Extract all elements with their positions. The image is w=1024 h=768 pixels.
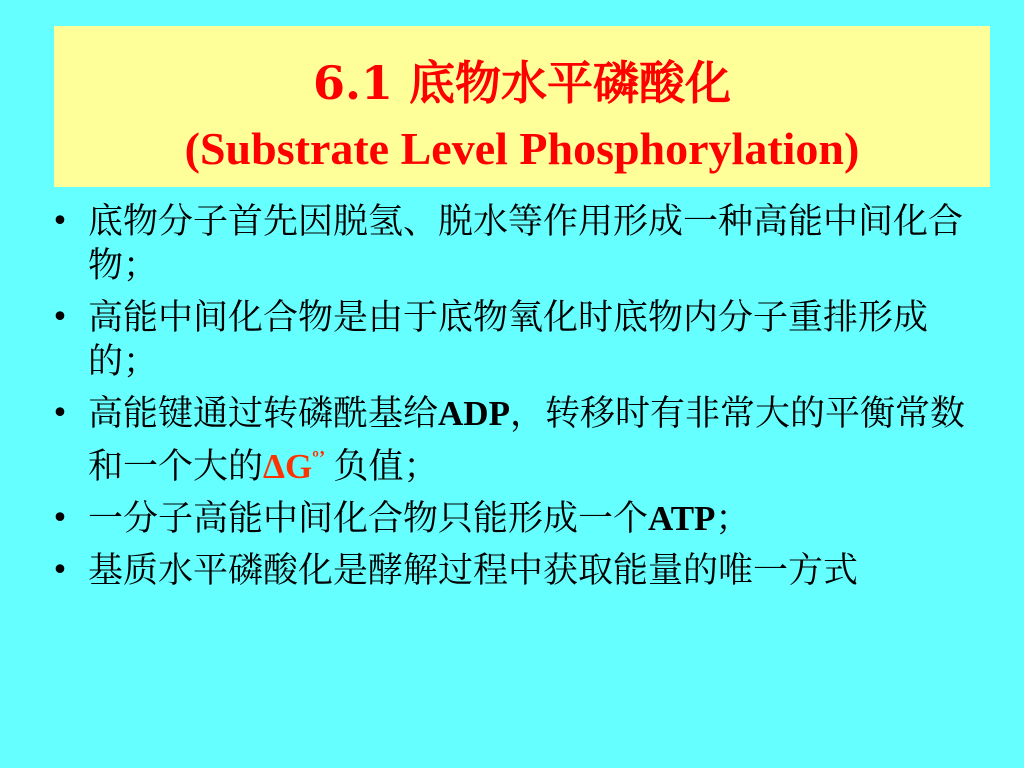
- bullet-text: [88, 392, 976, 489]
- bullet-item-3: [46, 392, 976, 489]
- bullet-item-4: [46, 497, 976, 541]
- bullet-text: 基质水平磷酸化是酵解过程中获取能量的唯一方式: [88, 551, 859, 591]
- adp-term: ADP: [438, 394, 510, 433]
- bullet-icon: •: [51, 501, 69, 536]
- bullet-list: [46, 200, 976, 601]
- bullet-icon: •: [51, 300, 69, 335]
- slide-title-english: (Substrate Level Phosphorylation): [184, 123, 860, 174]
- atp-term: ATP: [648, 499, 716, 538]
- bullet-item-2: [46, 296, 976, 384]
- slide-title-chinese: 6.1 底物水平磷酸化: [312, 56, 732, 110]
- bullet-text-part: ，转移时有非常大的平衡常数和一个大的: [88, 394, 965, 487]
- bullet-text-part: ；: [715, 499, 751, 539]
- bullet-text-part: 负值；: [333, 447, 439, 487]
- bullet-icon: •: [51, 204, 69, 239]
- bullet-text: 高能中间化合物是由于底物氧化时底物内分子重排形成的；: [88, 298, 929, 382]
- bullet-text: 底物分子首先因脱氢、脱水等作用形成一种高能中间化合物；: [88, 202, 964, 286]
- bullet-text-part: 一分子高能中间化合物只能形成一个: [88, 499, 649, 539]
- bullet-text-part: 高能键通过转磷酰基给: [88, 394, 439, 434]
- bullet-icon: •: [51, 396, 69, 431]
- bullet-item-1: [46, 200, 976, 288]
- bullet-item-5: [46, 549, 976, 593]
- delta-g-superscript: º’: [312, 447, 326, 469]
- title-box: [54, 26, 990, 187]
- delta-g-symbol: ΔG: [263, 447, 313, 486]
- bullet-icon: •: [51, 553, 69, 588]
- bullet-text: [88, 497, 976, 541]
